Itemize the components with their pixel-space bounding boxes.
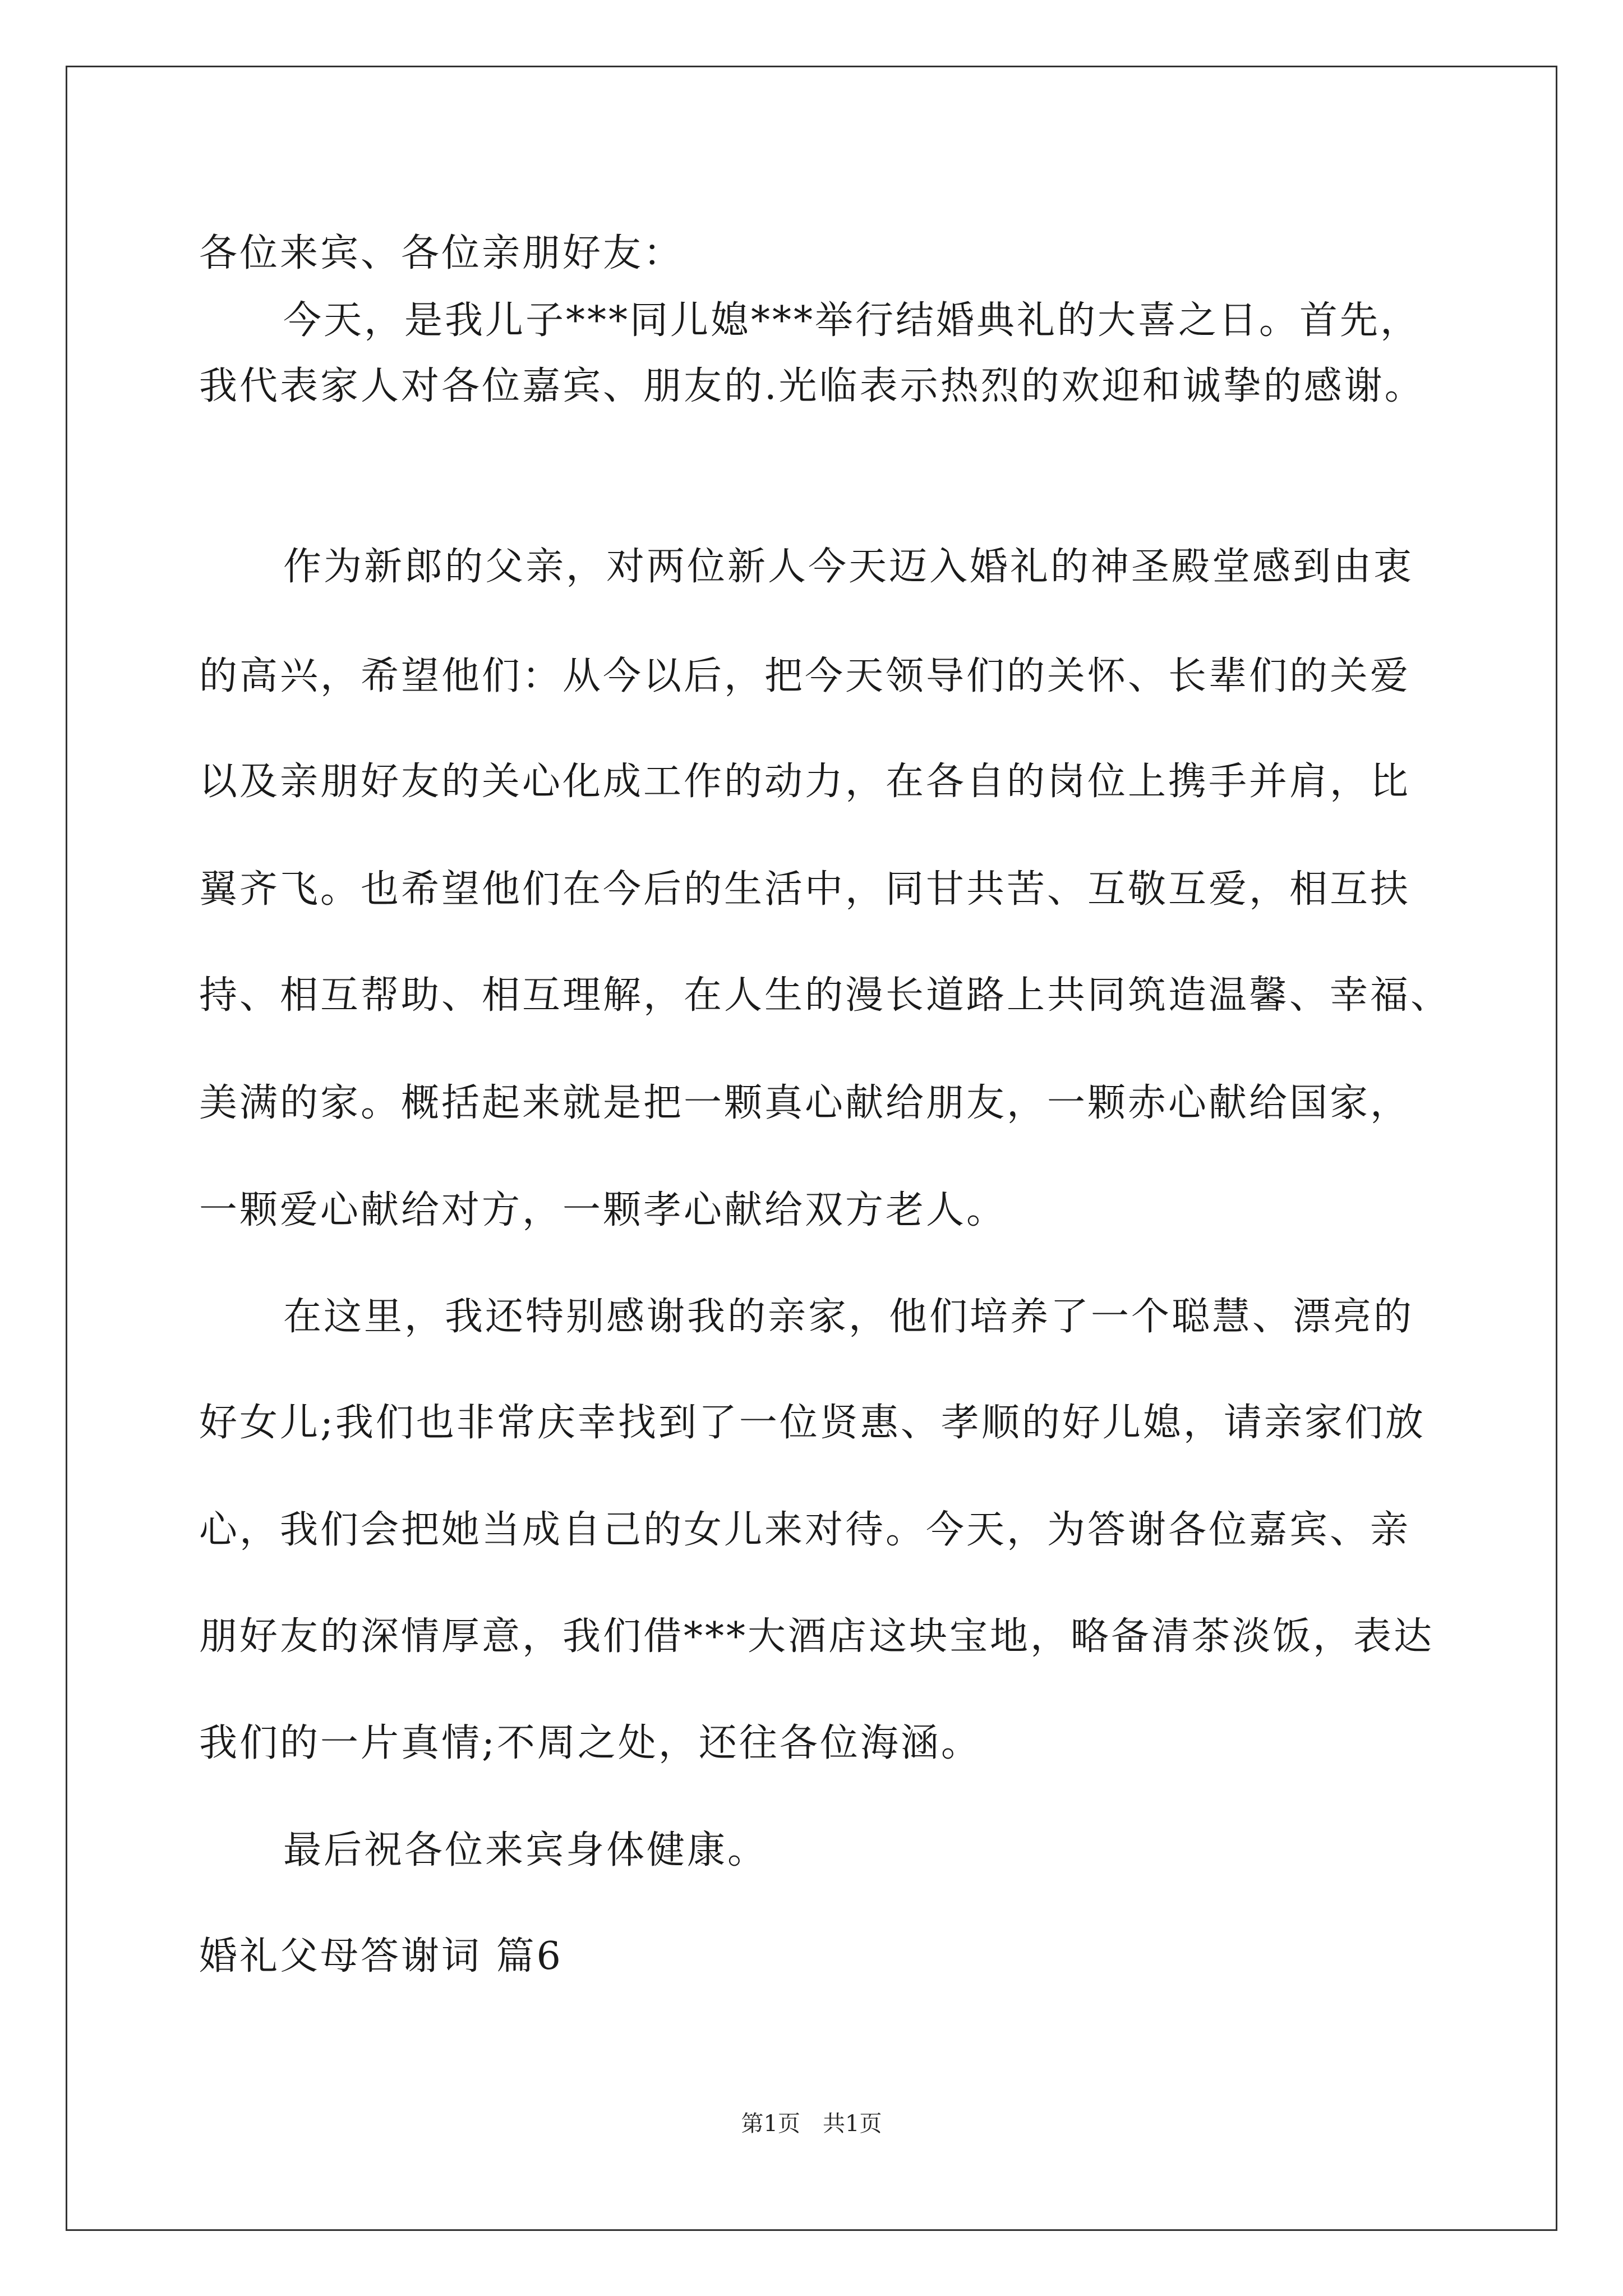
page-number: 第1页 共1页	[741, 2111, 882, 2137]
body-line: 的高兴，希望他们：从今以后，把今天领导们的关怀、长辈们的关爱	[199, 654, 1411, 698]
body-line: 一颗爱心献给对方，一颗孝心献给双方老人。	[199, 1188, 1007, 1232]
closing-line: 最后祝各位来宾身体健康。	[283, 1828, 768, 1872]
body-line: 作为新郎的父亲，对两位新人今天迈入婚礼的神圣殿堂感到由衷	[283, 545, 1414, 589]
body-line: 翼齐飞。也希望他们在今后的生活中，同甘共苦、互敬互爱，相互扶	[199, 867, 1411, 912]
body-line: 今天，是我儿子***同儿媳***举行结婚典礼的大喜之日。首先，	[283, 298, 1421, 343]
salutation-line: 各位来宾、各位亲朋好友：	[199, 231, 684, 275]
body-line: 美满的家。概括起来就是把一颗真心献给朋友，一颗赤心献给国家，	[199, 1081, 1411, 1125]
section-heading: 婚礼父母答谢词 篇6	[199, 1934, 563, 1978]
body-line: 我代表家人对各位嘉宾、朋友的.光临表示热烈的欢迎和诚挚的感谢。	[199, 364, 1425, 408]
body-line: 以及亲朋好友的关心化成工作的动力，在各自的岗位上携手并肩，比	[199, 760, 1411, 804]
body-line: 在这里，我还特别感谢我的亲家，他们培养了一个聪慧、漂亮的	[283, 1295, 1414, 1339]
body-line: 持、相互帮助、相互理解，在人生的漫长道路上共同筑造温馨、幸福、	[199, 973, 1451, 1018]
body-line: 好女儿;我们也非常庆幸找到了一位贤惠、孝顺的好儿媳，请亲家们放	[199, 1401, 1426, 1445]
body-line: 我们的一片真情;不周之处，还往各位海涵。	[199, 1721, 981, 1765]
body-line: 朋好友的深情厚意，我们借***大酒店这块宝地，略备清茶淡饭，表达	[199, 1614, 1435, 1659]
body-line: 心，我们会把她当成自己的女儿来对待。今天，为答谢各位嘉宾、亲	[199, 1508, 1411, 1552]
